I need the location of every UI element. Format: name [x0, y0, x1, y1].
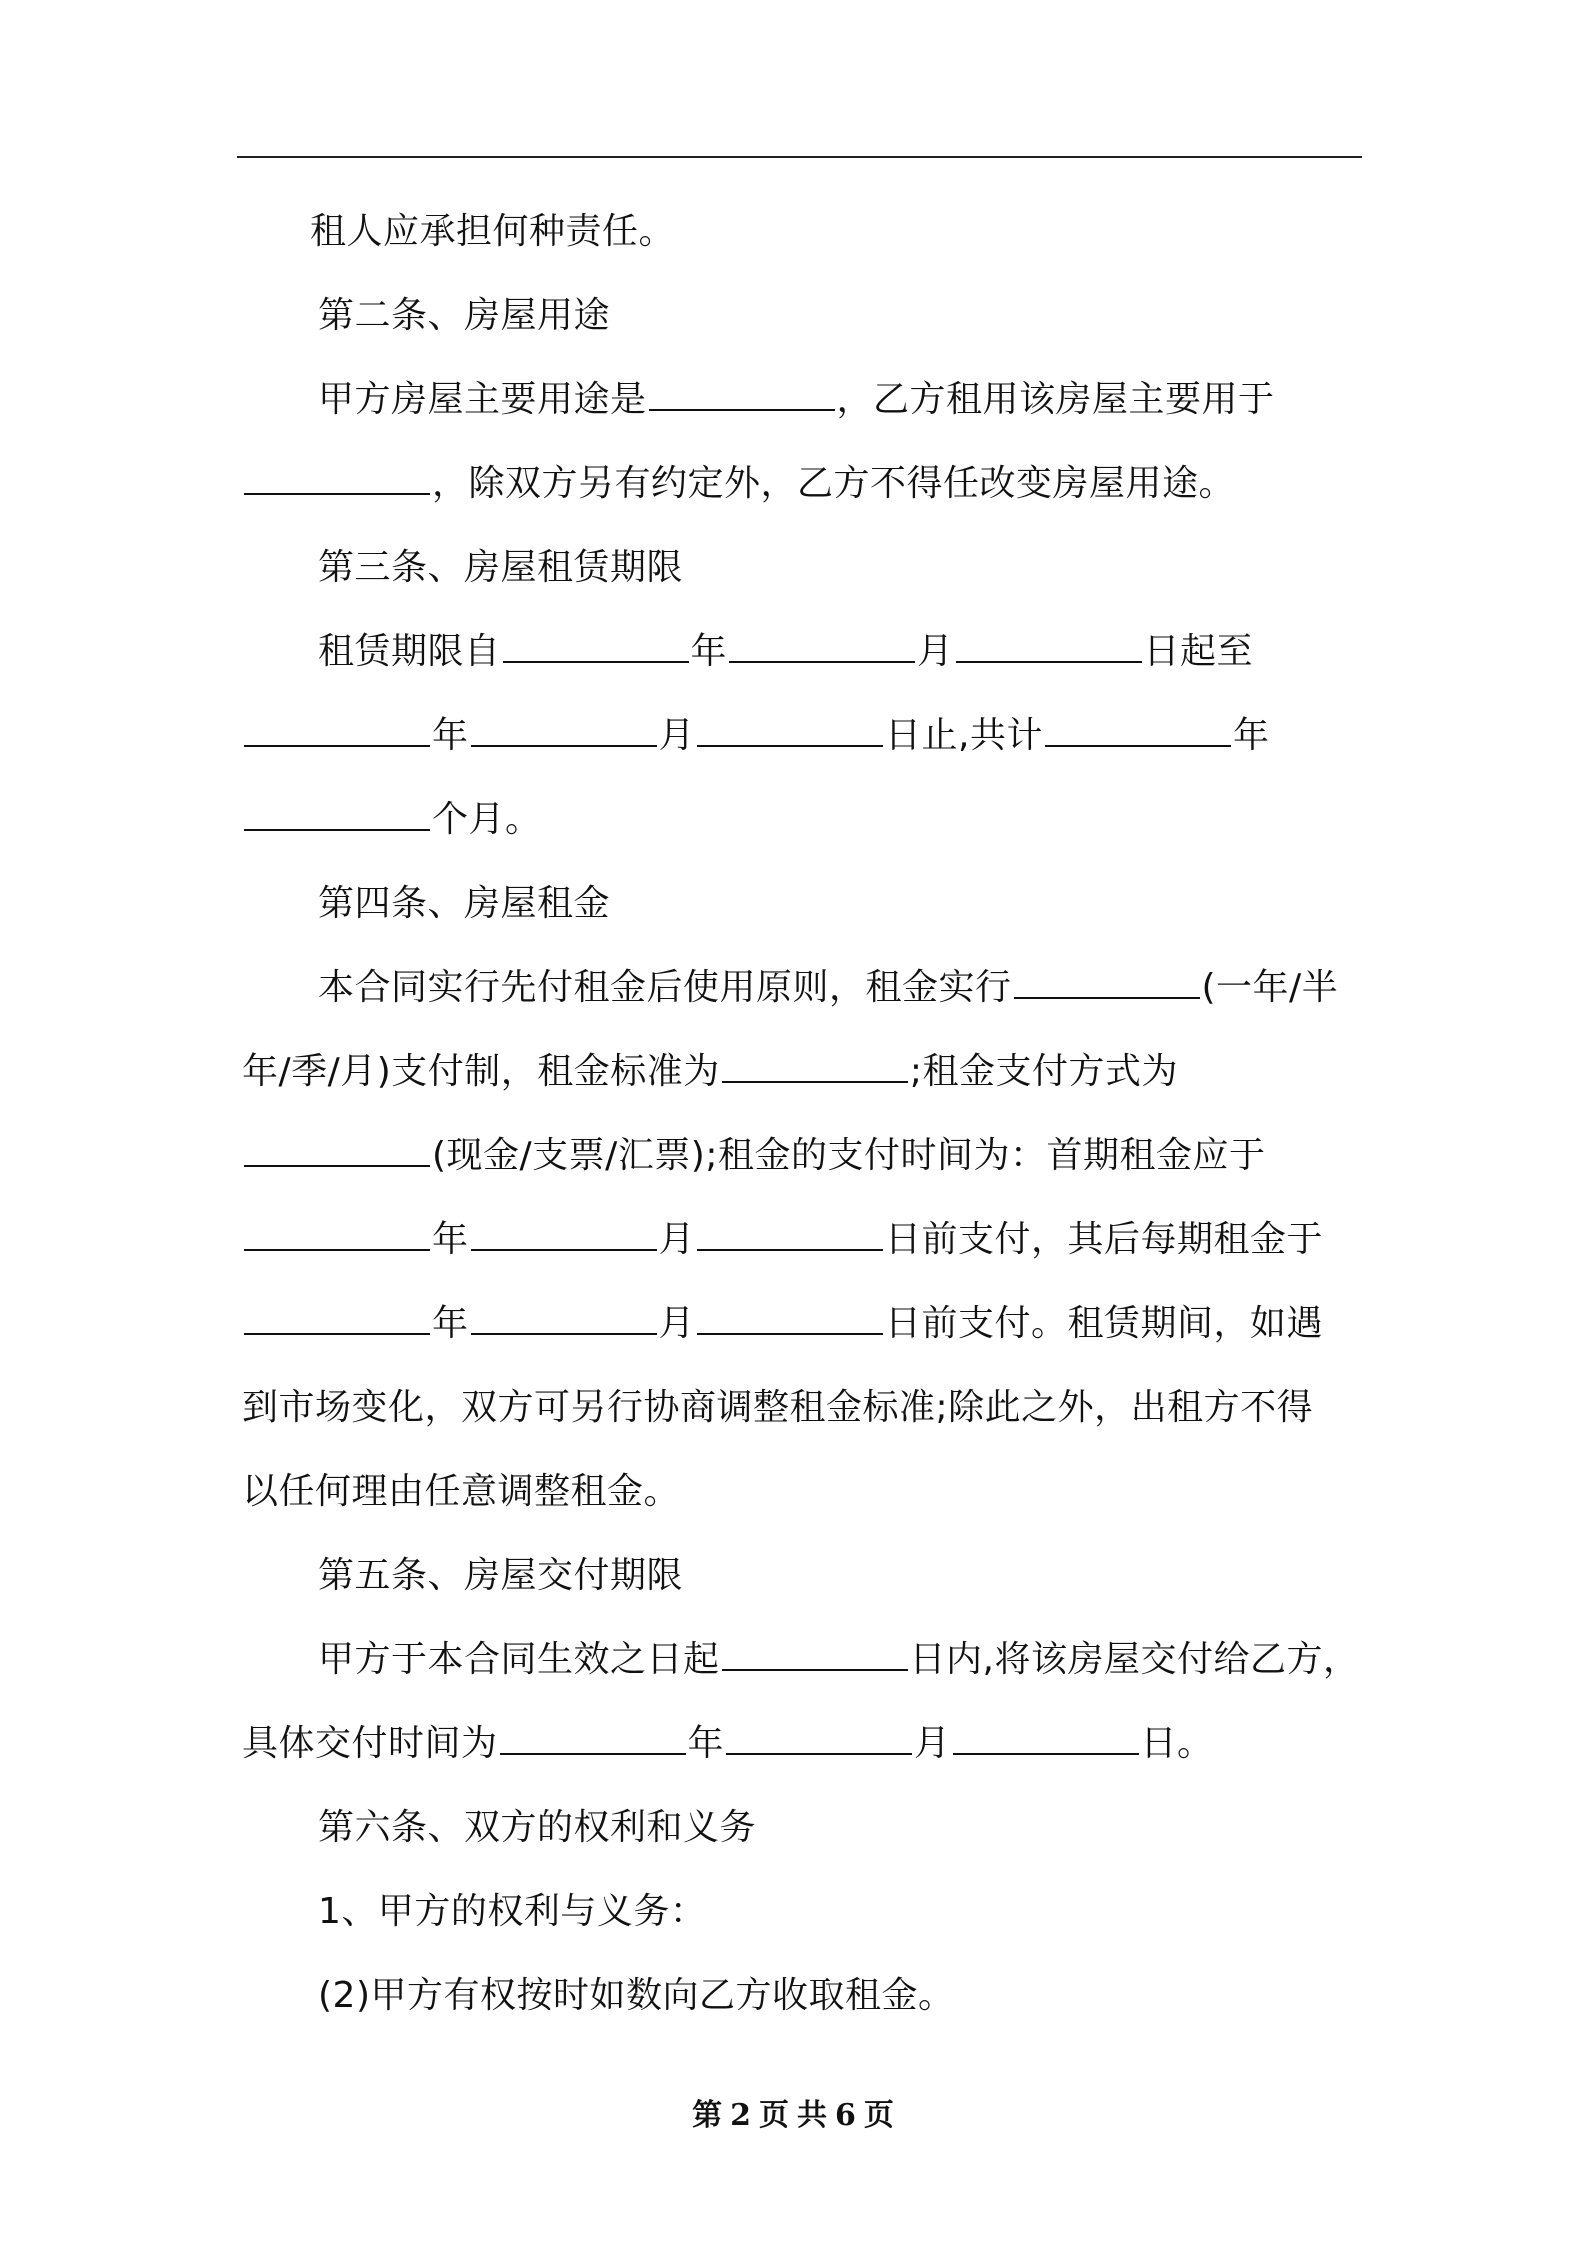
- fill-blank[interactable]: [1045, 715, 1231, 747]
- text-segment: 租赁期限自: [318, 631, 501, 672]
- fill-blank[interactable]: [244, 799, 430, 831]
- text-segment: 年/季/月)支付制，租金标准为: [242, 1051, 720, 1092]
- heading-text: 第六条、双方的权利和义务: [318, 1807, 757, 1848]
- text-segment: ，除双方另有约定外，乙方不得任改变房屋用途。: [432, 463, 1236, 504]
- text-segment: (现金/支票/汇票);租金的支付时间为：首期租金应于: [432, 1135, 1266, 1176]
- text-segment: 月: [658, 1303, 696, 1344]
- fill-blank[interactable]: [244, 1219, 430, 1251]
- fill-blank[interactable]: [697, 715, 883, 747]
- fill-blank[interactable]: [722, 1639, 908, 1671]
- text-line-13: [242, 1218, 1323, 1262]
- article-3-heading: [318, 546, 683, 590]
- text-segment: 具体交付时间为: [242, 1723, 498, 1764]
- text-segment: 月: [914, 1723, 951, 1764]
- text-segment: 年: [432, 1303, 469, 1344]
- text-segment: 日前支付，其后每期租金于: [885, 1219, 1324, 1260]
- text-segment: ，乙方租用该房屋主要用于: [836, 379, 1275, 420]
- text-line-15: [242, 1386, 1313, 1430]
- fill-blank[interactable]: [244, 1303, 430, 1335]
- text-segment: (一年/半: [1201, 967, 1339, 1008]
- fill-blank[interactable]: [500, 1723, 686, 1755]
- fill-blank[interactable]: [649, 379, 835, 411]
- text-segment: 日止,共计: [885, 715, 1043, 756]
- text-line-14: [242, 1302, 1323, 1346]
- fill-blank[interactable]: [729, 631, 915, 663]
- text-segment: 个月。: [432, 799, 542, 840]
- text-line-10: [318, 966, 1338, 1010]
- fill-blank[interactable]: [471, 1219, 657, 1251]
- text-segment: 年: [687, 1723, 725, 1764]
- text-line-8: [242, 798, 542, 842]
- text-segment: 本合同实行先付租金后使用原则，租金实行: [318, 967, 1012, 1008]
- fill-blank[interactable]: [697, 1303, 883, 1335]
- text-line-12: [242, 1134, 1265, 1178]
- fill-blank[interactable]: [471, 1303, 657, 1335]
- text-line-7: [242, 714, 1270, 758]
- text-segment: 日内,将该房屋交付给乙方，: [909, 1639, 1360, 1680]
- text-segment: 甲方于本合同生效之日起: [318, 1639, 720, 1680]
- fill-blank[interactable]: [697, 1219, 883, 1251]
- text-segment: 日。: [1140, 1723, 1214, 1764]
- footer-total-label: 共: [797, 2098, 827, 2133]
- text-line-6: [318, 630, 1253, 674]
- text-segment: 日前支付。租赁期间，如遇: [885, 1303, 1324, 1344]
- text-segment: 年: [690, 631, 728, 672]
- text-segment: (2)甲方有权按时如数向乙方收取租金。: [318, 1975, 955, 2016]
- footer-suffix: 页: [863, 2098, 894, 2133]
- header-rule: [237, 156, 1362, 158]
- text-line-1: [310, 210, 675, 254]
- text-segment: 月: [917, 631, 954, 672]
- text-segment: 租人应承担何种责任。: [310, 211, 676, 252]
- text-line-16: [242, 1470, 680, 1514]
- footer-page-number: 2: [730, 2098, 751, 2133]
- fill-blank[interactable]: [953, 1723, 1139, 1755]
- heading-text: 第三条、房屋租赁期限: [318, 547, 684, 588]
- article-2-heading: [318, 294, 610, 338]
- footer-total-pages: 6: [835, 2098, 856, 2133]
- page-footer: [0, 2098, 1586, 2134]
- fill-blank[interactable]: [471, 715, 657, 747]
- text-segment: 年: [1232, 715, 1270, 756]
- text-segment: 以任何理由任意调整租金。: [242, 1471, 681, 1512]
- text-segment: 月: [658, 1219, 696, 1260]
- text-segment: 日起至: [1143, 631, 1254, 672]
- footer-page-label: 页: [759, 2098, 789, 2133]
- fill-blank[interactable]: [503, 631, 689, 663]
- text-line-11: [242, 1050, 1178, 1094]
- text-segment: 到市场变化，双方可另行协商调整租金标准;除此之外，出租方不得: [242, 1387, 1314, 1428]
- text-line-19: [242, 1722, 1214, 1766]
- text-line-18: [318, 1638, 1359, 1682]
- fill-blank[interactable]: [956, 631, 1142, 663]
- text-line-21: [318, 1890, 706, 1934]
- text-segment: 甲方房屋主要用途是: [318, 379, 647, 420]
- fill-blank[interactable]: [722, 1051, 908, 1083]
- fill-blank[interactable]: [1014, 967, 1200, 999]
- text-segment: 1、甲方的权利与义务：: [318, 1891, 707, 1932]
- text-line-3: [318, 378, 1275, 422]
- text-segment: 年: [432, 1219, 469, 1260]
- fill-blank[interactable]: [726, 1723, 912, 1755]
- fill-blank[interactable]: [244, 1135, 430, 1167]
- text-line-4: [242, 462, 1235, 506]
- heading-text: 第五条、房屋交付期限: [318, 1555, 684, 1596]
- article-6-heading: [318, 1806, 756, 1850]
- article-5-heading: [318, 1554, 683, 1598]
- article-4-heading: [318, 882, 610, 926]
- fill-blank[interactable]: [244, 715, 430, 747]
- text-segment: 月: [658, 715, 696, 756]
- heading-text: 第二条、房屋用途: [318, 295, 611, 336]
- heading-text: 第四条、房屋租金: [318, 883, 611, 924]
- text-line-22: [318, 1974, 955, 2018]
- fill-blank[interactable]: [244, 463, 430, 495]
- text-segment: 年: [432, 715, 469, 756]
- text-segment: ;租金支付方式为: [909, 1051, 1178, 1092]
- footer-prefix: 第: [692, 2098, 723, 2133]
